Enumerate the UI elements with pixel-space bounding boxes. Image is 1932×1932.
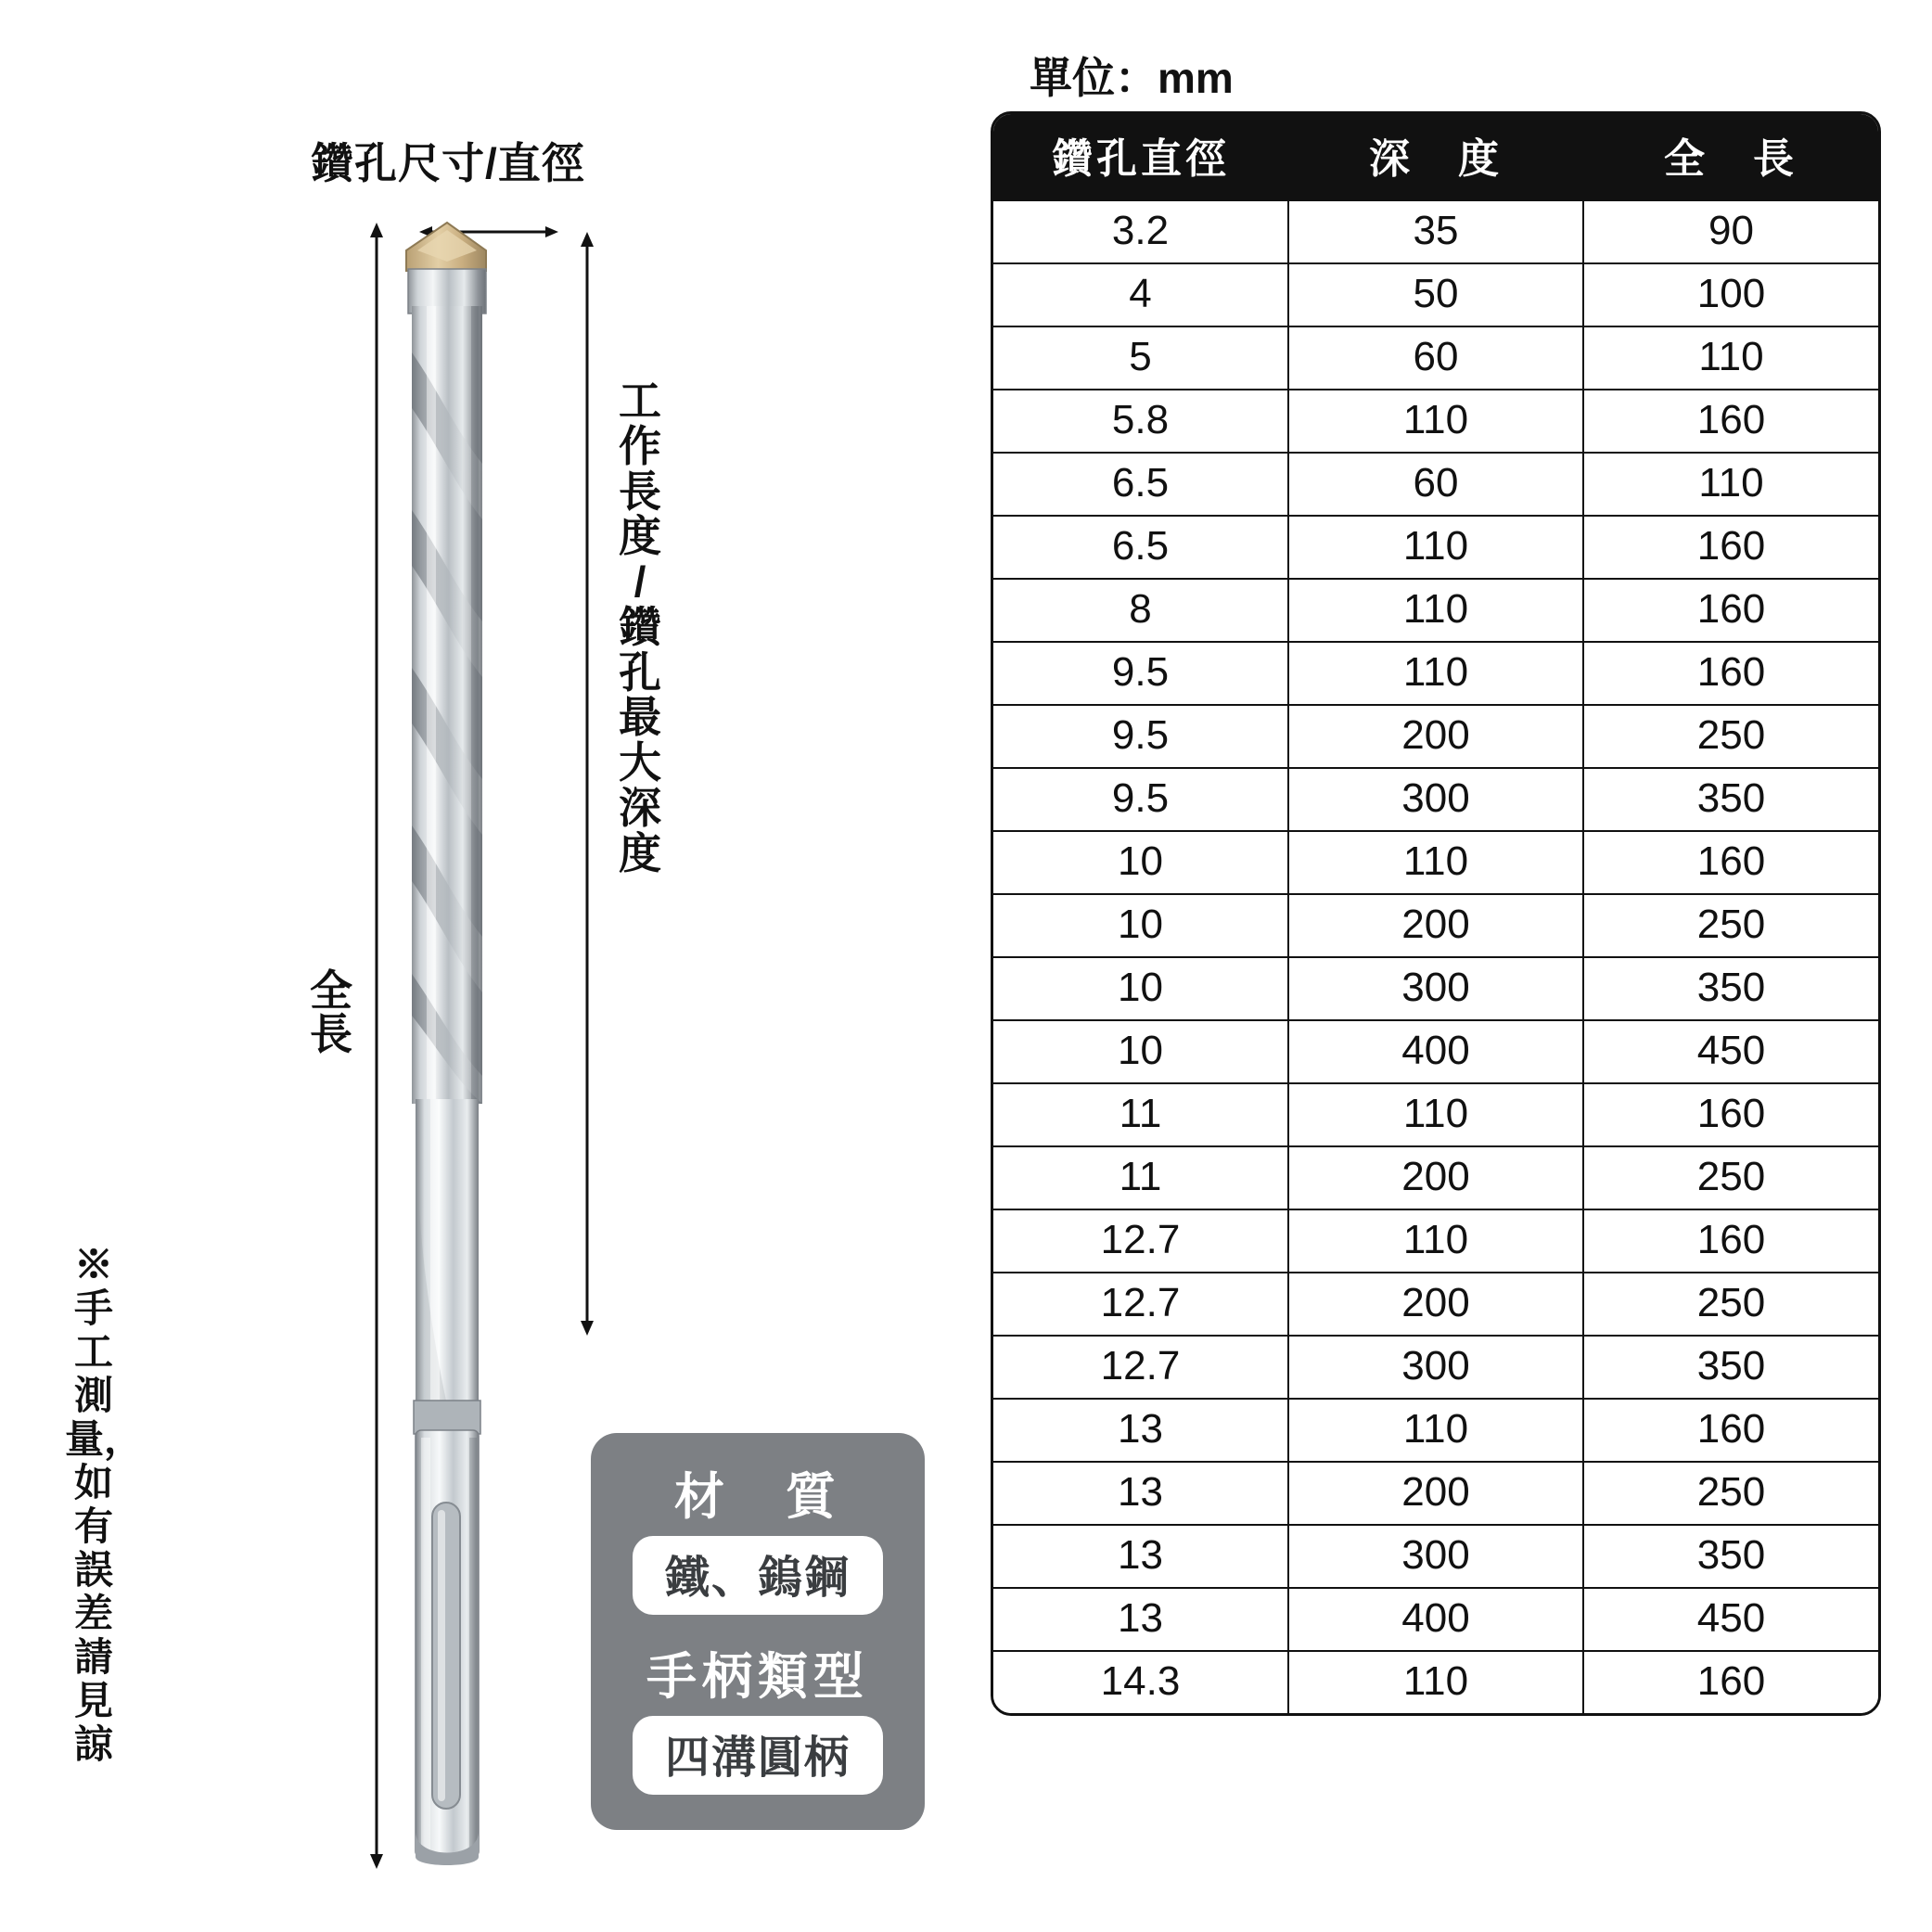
table-header-row: [993, 114, 1878, 200]
cell-diameter: 12.7: [993, 1336, 1288, 1399]
table-row: [993, 326, 1878, 390]
cell-total-length: 160: [1583, 516, 1878, 579]
cell-total-length: 250: [1583, 1462, 1878, 1525]
cell-total-length: 100: [1583, 263, 1878, 326]
working-length-label: 工作長度 / 鑽孔最大深度: [619, 377, 661, 877]
cell-diameter: 4: [993, 263, 1288, 326]
shank-type-value: 四溝圓柄: [633, 1716, 883, 1795]
table-row: [993, 263, 1878, 326]
cell-diameter: 6.5: [993, 516, 1288, 579]
table-row: [993, 768, 1878, 831]
table-row: [993, 579, 1878, 642]
unit-label: 單位：mm: [1030, 54, 1234, 102]
cell-diameter: 13: [993, 1588, 1288, 1651]
cell-depth: 110: [1288, 516, 1583, 579]
cell-diameter: 9.5: [993, 705, 1288, 768]
cell-total-length: 350: [1583, 1336, 1878, 1399]
cell-depth: 300: [1288, 957, 1583, 1020]
cell-depth: 60: [1288, 453, 1583, 516]
material-title: 材 質: [674, 1469, 841, 1525]
cell-depth: 200: [1288, 1146, 1583, 1209]
table-row: [993, 1651, 1878, 1713]
column-header-total-length: 全 長: [1583, 114, 1878, 200]
cell-total-length: 110: [1583, 453, 1878, 516]
cell-total-length: 90: [1583, 200, 1878, 263]
cell-total-length: 160: [1583, 579, 1878, 642]
cell-total-length: 450: [1583, 1020, 1878, 1083]
table-row: [993, 200, 1878, 263]
cell-total-length: 250: [1583, 705, 1878, 768]
cell-depth: 110: [1288, 390, 1583, 453]
table-row: [993, 1525, 1878, 1588]
cell-diameter: 5: [993, 326, 1288, 390]
cell-diameter: 14.3: [993, 1651, 1288, 1713]
cell-total-length: 450: [1583, 1588, 1878, 1651]
spec-table-panel: [983, 0, 1932, 1932]
cell-total-length: 250: [1583, 1146, 1878, 1209]
overall-length-label: 全長: [310, 966, 352, 1059]
cell-diameter: 13: [993, 1399, 1288, 1462]
table-row: [993, 1273, 1878, 1336]
cell-diameter: 6.5: [993, 453, 1288, 516]
spec-summary-box: [591, 1433, 925, 1830]
drill-bit-image: [390, 213, 603, 1874]
cell-depth: 50: [1288, 263, 1583, 326]
cell-depth: 300: [1288, 1525, 1583, 1588]
table-row: [993, 1588, 1878, 1651]
table-row: [993, 1209, 1878, 1273]
table-row: [993, 1336, 1878, 1399]
cell-depth: 200: [1288, 1273, 1583, 1336]
overall-length-dimension-arrow: [366, 223, 387, 1869]
cell-depth: 35: [1288, 200, 1583, 263]
cell-depth: 110: [1288, 1209, 1583, 1273]
cell-total-length: 160: [1583, 831, 1878, 894]
table-row: [993, 1083, 1878, 1146]
cell-total-length: 160: [1583, 1651, 1878, 1713]
cell-depth: 400: [1288, 1020, 1583, 1083]
cell-total-length: 160: [1583, 1209, 1878, 1273]
spec-table: [993, 114, 1878, 1713]
table-row: [993, 894, 1878, 957]
table-row: [993, 1146, 1878, 1209]
table-row: [993, 705, 1878, 768]
cell-total-length: 350: [1583, 1525, 1878, 1588]
cell-total-length: 160: [1583, 1399, 1878, 1462]
cell-depth: 60: [1288, 326, 1583, 390]
table-row: [993, 831, 1878, 894]
table-row: [993, 1020, 1878, 1083]
cell-diameter: 10: [993, 894, 1288, 957]
table-head: [993, 114, 1878, 200]
cell-depth: 110: [1288, 1399, 1583, 1462]
cell-diameter: 10: [993, 831, 1288, 894]
cell-total-length: 160: [1583, 1083, 1878, 1146]
cell-depth: 110: [1288, 1651, 1583, 1713]
spec-table-container: [991, 111, 1881, 1716]
cell-diameter: 12.7: [993, 1273, 1288, 1336]
cell-depth: 110: [1288, 831, 1583, 894]
cell-total-length: 350: [1583, 957, 1878, 1020]
cell-diameter: 5.8: [993, 390, 1288, 453]
cell-diameter: 11: [993, 1146, 1288, 1209]
cell-depth: 110: [1288, 642, 1583, 705]
cell-diameter: 8: [993, 579, 1288, 642]
cell-diameter: 10: [993, 1020, 1288, 1083]
shank-type-title: 手柄類型: [646, 1649, 869, 1705]
table-row: [993, 516, 1878, 579]
cell-total-length: 110: [1583, 326, 1878, 390]
table-row: [993, 1462, 1878, 1525]
cell-diameter: 9.5: [993, 768, 1288, 831]
cell-diameter: 3.2: [993, 200, 1288, 263]
cell-diameter: 12.7: [993, 1209, 1288, 1273]
cell-total-length: 160: [1583, 390, 1878, 453]
cell-depth: 200: [1288, 1462, 1583, 1525]
table-row: [993, 642, 1878, 705]
cell-depth: 300: [1288, 768, 1583, 831]
cell-diameter: 13: [993, 1525, 1288, 1588]
cell-depth: 200: [1288, 894, 1583, 957]
table-row: [993, 1399, 1878, 1462]
cell-diameter: 13: [993, 1462, 1288, 1525]
cell-diameter: 10: [993, 957, 1288, 1020]
cell-depth: 400: [1288, 1588, 1583, 1651]
table-row: [993, 390, 1878, 453]
cell-total-length: 250: [1583, 1273, 1878, 1336]
drill-diameter-caption: 鑽孔尺寸/直徑: [311, 139, 585, 187]
cell-total-length: 350: [1583, 768, 1878, 831]
cell-depth: 110: [1288, 579, 1583, 642]
material-value: 鐵、鎢鋼: [633, 1536, 883, 1615]
cell-diameter: 9.5: [993, 642, 1288, 705]
manual-measurement-note: ※手工測量，如有誤差請見諒: [65, 1243, 144, 1767]
table-row: [993, 453, 1878, 516]
table-row: [993, 957, 1878, 1020]
cell-depth: 110: [1288, 1083, 1583, 1146]
column-header-depth: 深 度: [1288, 114, 1583, 200]
column-header-diameter: 鑽孔直徑: [993, 114, 1288, 200]
table-body: [993, 200, 1878, 1713]
cell-total-length: 160: [1583, 642, 1878, 705]
cell-diameter: 11: [993, 1083, 1288, 1146]
cell-depth: 200: [1288, 705, 1583, 768]
cell-total-length: 250: [1583, 894, 1878, 957]
cell-depth: 300: [1288, 1336, 1583, 1399]
